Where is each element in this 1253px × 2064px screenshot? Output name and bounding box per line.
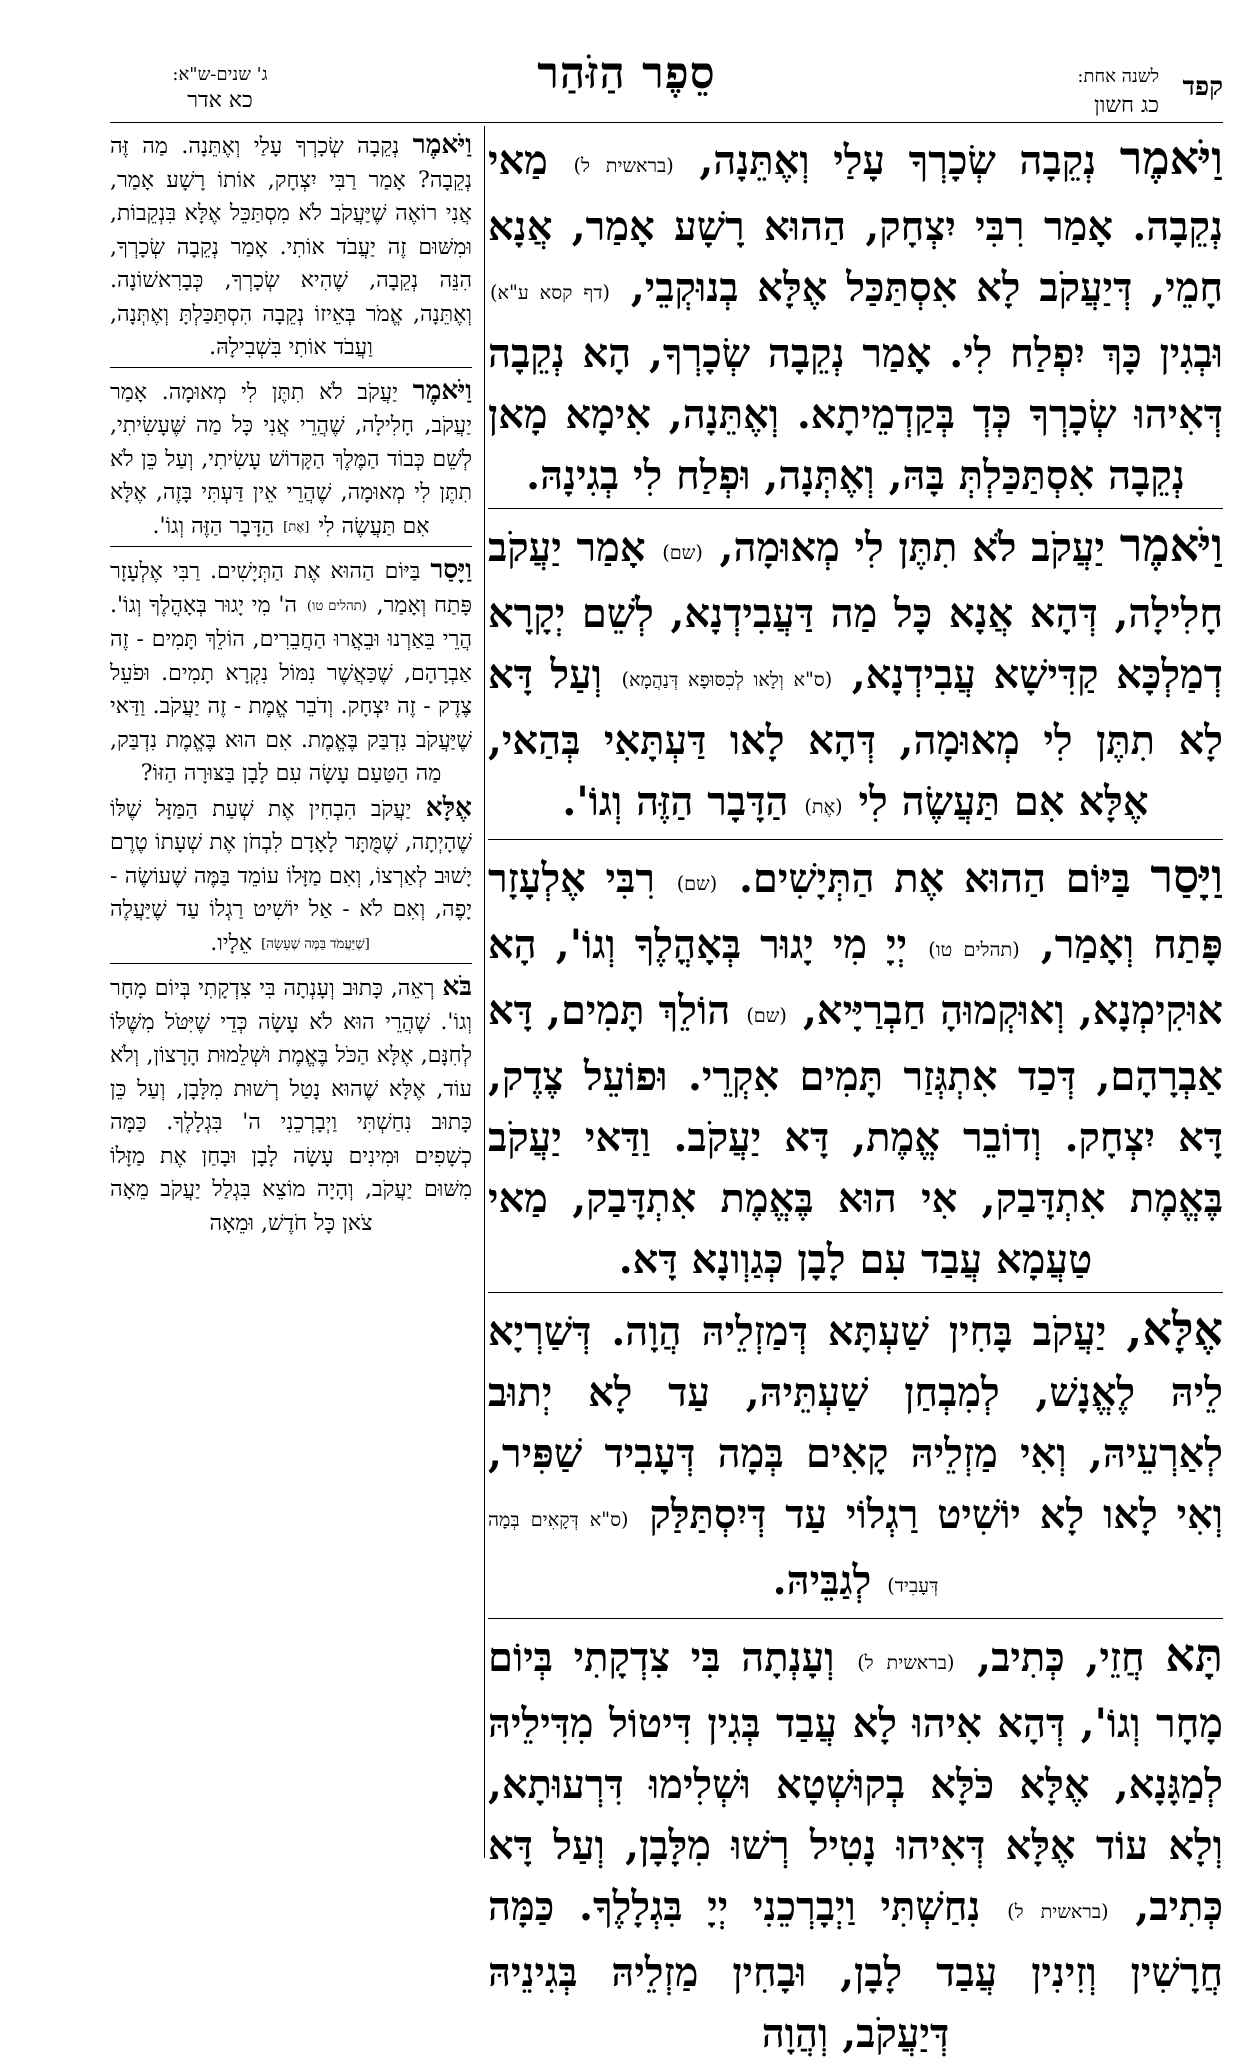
paragraph-lead-word: וַיֹּאמֶר — [1119, 131, 1223, 185]
three-year-cycle-label: ג' שנים-ש"א: — [172, 64, 268, 85]
side-paragraph-2 — [110, 374, 472, 545]
paragraph-text: יַעֲקֹב הִבְחִין אֶת שְׁעַת הַמַּזָּל שֶׁלּוֹ שֶׁהָיְתָה, שֶׁמֻּתָּר לָאָדָם לִבְחֹן אֶת שְׁעָתוֹ טֶרֶם יָשׁוּב לְאַרְצוֹ, וְאִם מַזָּלוֹ עוֹמֵד בַּמֶּה שֶׁעוֹשֶׂה - יָפֶה, וְאִם לֹא - אַל יוֹשִׁיט רַגְלוֹ עַד שֶׁיַּעֲלֶה — [110, 796, 472, 922]
header-rule — [110, 122, 1223, 123]
source-reference: (תהלים טו) — [928, 938, 1020, 961]
paragraph-divider — [488, 1618, 1223, 1619]
paragraph-divider — [110, 546, 472, 547]
paragraph-text: ה' מִי יָגוּר בְּאָהֳלֶךָ וְגוֹ'. הֲרֵי בֵּאַרְנוּ וּבֵאֲרוּ הַחֲבֵרִים, הוֹלֵךְ תָּמִים - זֶה אַבְרָהָם, שֶׁכַּאֲשֶׁר נִמּוֹל נִקְרָא תָמִים. וּפֹעֵל צֶדֶק - זֶה יִצְחָק. וְדֹבֵר אֱמֶת - זֶה יַעֲקֹב. וַדַּאי שֶׁיַּעֲקֹב נִדְבַּק בֶּאֱמֶת. אִם הוּא בֶּאֱמֶת נִדְבַּק, מַה הַטַּעַם עָשָׂה עִם לָבָן בַּצּוּרָה הַזּוֹ? — [110, 592, 472, 786]
source-reference: (בראשית ל) — [857, 1651, 955, 1674]
side-paragraph-3 — [110, 553, 472, 791]
paragraph-text: אָמַר יַעֲקֹב חָלִילָה, דְּהָא אֲנָא כָּל מַה דַּעֲבִידְנָא, לְשֵׁם יְקָרָא דְמַלְכָּא קַדִּישָׁא עֲבִידְנָא, — [488, 524, 1223, 698]
source-reference: (שם) — [676, 872, 718, 895]
hebrew-translation-column — [110, 128, 472, 1858]
source-reference: (בראשית ל) — [1007, 1900, 1109, 1923]
variant-reading: (ס"א דְּקָאִים בְּמָה דְּעָבִיד) — [488, 1508, 939, 1597]
source-reference: (שם) — [746, 1004, 787, 1027]
main-paragraph-4 — [488, 1299, 1223, 1616]
main-paragraph-5 — [488, 1625, 1223, 2064]
variant-reading: (ס"א וְלָאו לְכִסּוּפָא דְּנַהֲמָא) — [621, 668, 833, 691]
column-divider — [484, 126, 485, 1858]
paragraph-text: חֲזֵי, כְּתִיב, — [977, 1634, 1166, 1681]
paragraph-lead-word: תָּא — [1165, 1628, 1223, 1682]
paragraph-divider — [488, 508, 1223, 509]
paragraph-lead-word: וַיָּסַר — [1150, 849, 1223, 903]
paragraph-text: בַּיּוֹם הַהוּא אֶת הַתְּיָשִׁים. רַבִּי אֶלְעָזָר פָּתַח וְאָמַר, — [110, 559, 473, 618]
paragraph-lead-word: בֹּא — [442, 971, 472, 1002]
side-paragraph-5 — [110, 970, 472, 1240]
paragraph-lead-word: וַיֹּאמֶר — [1119, 518, 1223, 572]
paragraph-divider — [110, 963, 472, 964]
paragraph-lead-word: אֶלָּא, — [1126, 1302, 1223, 1356]
main-paragraph-1 — [488, 128, 1223, 506]
paragraph-text: יַעֲקֹב לֹא תִתֶּן לִי מְאוּמָה. אָמַר יַעֲקֹב, חָלִילָה, שֶׁהֲרֵי אֲנִי כָּל מַה שֶּׁעָשִׂיתִי, לְשֵׁם כְּבוֹד הַמֶּלֶךְ הַקָּדוֹשׁ עָשִׂיתִי, וְעַל כֵּן לֹא תִתֶּן לִי מְאוּמָה, שֶׁהֲרֵי אֵין דַּעְתִּי בָּזֶה, אֶלָּא אִם תַּעֲשֶׂה לִי — [110, 379, 472, 539]
folio-number: קפד — [1182, 72, 1223, 102]
variant-reading: [שֶׁיַּעֲמֹד בַּמֶּה שֶׁעָשָׂה] — [261, 936, 370, 952]
side-paragraph-1 — [110, 128, 472, 365]
header-left — [110, 64, 330, 113]
source-reference: (בראשית ל) — [573, 154, 674, 177]
paragraph-divider — [488, 839, 1223, 840]
main-paragraph-3 — [488, 846, 1223, 1290]
paragraph-text: אֵלָיו. — [210, 930, 260, 956]
paragraph-text: הַדָּבָר הַזֶּה וְגוֹ'. — [152, 513, 282, 539]
one-year-cycle-label: לשנה אחת: — [1077, 66, 1159, 87]
paragraph-text: בַּיּוֹם הַהוּא אֶת הַתְּיָשִׁים. — [738, 855, 1151, 902]
paragraph-divider — [110, 367, 472, 368]
three-year-cycle-date: כא אדר — [187, 88, 253, 113]
side-paragraph-4 — [110, 791, 472, 962]
book-title: סֵפֶר הַזֹּהַר — [537, 48, 716, 99]
paragraph-lead-word: אֶלָּא — [425, 791, 472, 823]
paragraph-text: יַעֲקֹב לֹא תִתֶּן לִי מְאוּמָה, — [719, 524, 1120, 571]
paragraph-text: מַאי נְקֵבָה. אָמַר רִבִּי יִצְחָק, הַהוּא רָשָׁע אָמַר, אֲנָא חָמֵי, דְּיַעֲקֹב לָא אִסְתַּכַּל אֶלָּא בְנוּקְבֵי, — [488, 137, 1223, 311]
variant-reading: [אֶת] — [283, 519, 310, 535]
paragraph-lead-word: וַיָּסַר — [430, 554, 472, 585]
paragraph-divider — [488, 1292, 1223, 1293]
paragraph-text: לְגַבֵּיהּ. — [772, 1557, 886, 1604]
paragraph-text: יְיָ מִי יָגוּר בְּאָהֳלֶךָ וְגוֹ', הָא אוּקִימְנָא, וְאוּקְמוּהָ חַבְרַיָּיא, — [488, 921, 1223, 1034]
paragraph-text: נְקֵבָה שְׂכָרְךָ עָלַי וְאֶתֵּנָה, — [699, 137, 1120, 184]
paragraph-text: הוֹלֵךְ תָּמִים, דָּא אַבְרָהָם, דְּכַד אִתְגְּזַר תָּמִים אִקְרֵי. וּפוֹעֵל צֶדֶק, דָּא יִצְחָק. וְדוֹבֵר אֱמֶת, דָּא יַעֲקֹב. וַדַּאי יַעֲקֹב בֶּאֱמֶת אִתְדָּבַק, אִי הוּא בֶּאֱמֶת אִתְדָּבַק, מַאי טַעֲמָא עֲבַד עִם לָבָן כְּגַוְונָא דָּא. — [488, 987, 1223, 1283]
source-reference: (תהלים טו) — [306, 598, 367, 614]
paragraph-text: רְאֵה, כָּתוּב וְעָנְתָה בִּי צִדְקָתִי בְּיוֹם מָחָר וְגוֹ'. שֶׁהֲרֵי הוּא לֹא עָשָׂה כְּדֵי שֶׁיִּטֹּל מִשֶּׁלּוֹ לְחִנָּם, אֶלָּא הַכֹּל בֶּאֱמֶת וּשְׁלֵמוּת הָרָצוֹן, וְלֹא עוֹד, אֶלָּא שֶׁהוּא נָטַל רְשׁוּת מִלָּבָן, וְעַל כֵּן כָּתוּב נִחַשְׁתִּי וַיְבָרְכֵנִי ה' בִּגְלָלֶךָ. כַּמָּה כְשָׁפִים וּמִינִים עָשָׂה לָבָן וּבָחַן אֶת מַזָּלוֹ מִשּׁוּם יַעֲקֹב, וְהָיָה מוֹצֵא בִּגְלַל יַעֲקֹב מֵאָה צֹאן כָּל חֹדֶשׁ, וּמֵאָה — [110, 976, 472, 1236]
variant-reading: (אֶת) — [804, 795, 843, 818]
paragraph-text: הַדָּבָר הַזֶּה וְגוֹ'. — [562, 778, 803, 825]
paragraph-text: וְעַל דָּא לָא תִתֶּן לִי מְאוּמָה, דְּהָא לָאו דַּעְתָּאִי בְּהַאי, אֶלָּא אִם תַּעֲשֶׂה לִי — [488, 651, 1223, 825]
source-reference: (שם) — [662, 541, 703, 564]
paragraph-lead-word: וַיֹּאמֶר — [412, 129, 472, 160]
aramaic-column — [488, 128, 1223, 2057]
paragraph-text: וְעָנְתָה בִּי צִדְקָתִי בְּיוֹם מָחָר וְגוֹ', דְּהָא אִיהוּ לָא עֲבַד בְּגִין דִּיטוֹל מִדִּילֵיהּ לְמַגָּנָא, אֶלָּא כֹּלָּא בְקוּשְׁטָא וּשְׁלִימוּ דִּרְעוּתָא, וְלָא עוֹד אֶלָּא דְּאִיהוּ נָטִיל רְשׁוּ מִלָּבָן, וְעַל דָּא כְּתִיב, — [488, 1634, 1223, 1930]
one-year-cycle-date: כג חשון — [1094, 93, 1159, 118]
page-reference: (דף קסא ע"א) — [490, 281, 611, 304]
paragraph-text: נְקֵבָה שְׂכָרְךָ עָלַי וְאֶתֵּנָה. מַה זֶּה נְקֵבָה? אָמַר רַבִּי יִצְחָק, אוֹתוֹ רָשָׁע אָמַר, אֲנִי רוֹאֶה שֶׁיַּעֲקֹב לֹא מִסְתַּכֵּל אֶלָּא בִּנְקֵבוֹת, וּמִשּׁוּם זֶה יַעֲבֹד אוֹתִי. אָמַר נְקֵבָה שְׂכָרְךָ, הִנֵּה נְקֵבָה, שֶׁהִיא שְׂכָרְךָ, כְּבָרִאשׁוֹנָה. וְאֶתֵּנָה, אֱמֹר בְּאֵיזוֹ נְקֵבָה הִסְתַּכַּלְתָּ וְאֶתְּנָה, וַעֲבֹד אוֹתִי בִּשְׁבִילָהּ. — [110, 134, 472, 360]
paragraph-text: רִבִּי אֶלְעָזָר פָּתַח וְאָמַר, — [488, 855, 1223, 968]
paragraph-lead-word: וַיֹּאמֶר — [412, 374, 472, 406]
paragraph-text: יַעֲקֹב בָּחִין שַׁעְתָּא דְּמַזְלֵיהּ הֲוָה. דְּשַׁרְיָא לֵיהּ לֶאֱנָשׁ, לְמִבְחַן שַׁעְתֵּיהּ, עַד לָא יְתוּב לְאַרְעֵיהּ, וְאִי מַזְלֵיהּ קָאִים בְּמָה דְּעָבִיד שַׁפִּיר, וְאִי לָאו לָא יוֹשִׁיט רַגְלוֹי עַד דְּיִסְתַּלַּק — [488, 1308, 1223, 1538]
paragraph-text: נִחַשְׁתִּי וַיְבָרְכֵנִי יְיָ בִּגְלָלֶךָ. כַּמָּה חֲרָשִׁין וְזִינִין עֲבַד לָבָן, וּבָחִין מַזְלֵיהּ בְּגִינֵיהּ דְּיַעֲקֹב, וְהֲוָה — [488, 1883, 1223, 2057]
main-paragraph-2 — [488, 515, 1223, 837]
paragraph-text: וּבְגִין כָּךְ יִפְלַח לִי. אָמַר נְקֵבָה שְׂכָרְךָ, הָא נְקֵבָה דְּאִיהוּ שְׂכָרְךָ כְּדְ בְּקַדְמֵיתָא. וְאֶתֵּנָה, אִימָא מָאן נְקֵבָה אִסְתַּכַּלְתְּ בָּהּ, וְאֶתְּנָה, וּפְלַח לִי בְגִינָהּ. — [488, 330, 1223, 499]
